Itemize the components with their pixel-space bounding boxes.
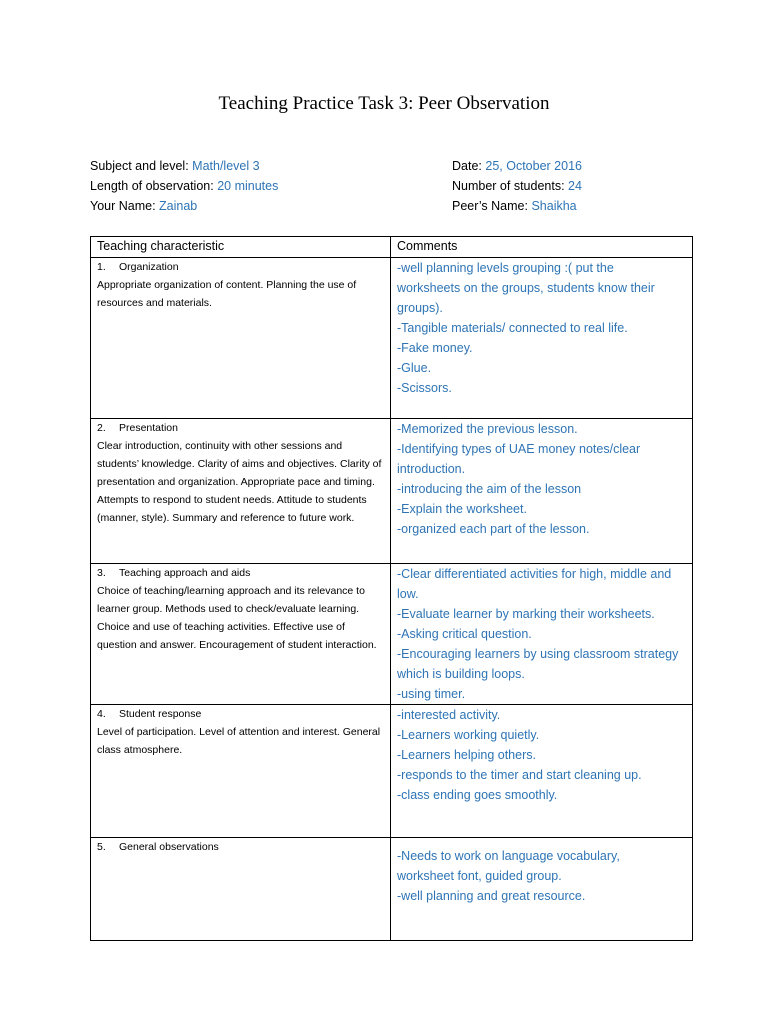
comment-line: -well planning and great resource. — [397, 889, 586, 903]
comments-header: Comments — [391, 237, 693, 258]
comment-line: which is building loops. — [397, 667, 525, 681]
characteristic-title: Student response — [119, 708, 202, 720]
comments-cell — [391, 705, 693, 838]
table-header-row — [91, 237, 693, 258]
peer-name-value: Shaikha — [531, 199, 577, 213]
comment-line: -Encouraging learners by using classroom strategy — [397, 647, 679, 661]
characteristic-cell — [91, 564, 391, 705]
peer-name-line — [452, 196, 582, 216]
characteristic-description: Appropriate organization of content. Planning the use of resources and materials. — [97, 279, 357, 309]
comment-line: -Evaluate learner by marking their worksheets. — [397, 607, 655, 621]
your-name-value: Zainab — [159, 199, 198, 213]
comment-line: -Identifying types of UAE money notes/clear — [397, 442, 641, 456]
comment-line: -interested activity. — [397, 708, 501, 722]
characteristic-description: Level of participation. Level of attention and interest. General class atmosphere. — [97, 726, 381, 756]
item-number: 1. — [97, 261, 106, 273]
document-title: Teaching Practice Task 3: Peer Observation — [218, 93, 550, 114]
comment-line: -class ending goes smoothly. — [397, 788, 558, 802]
table-row — [91, 838, 693, 941]
comment-line: worksheets on the groups, students know their — [397, 281, 655, 295]
item-number: 4. — [97, 708, 106, 720]
comments-cell — [391, 419, 693, 564]
item-number: 2. — [97, 422, 106, 434]
characteristic-cell — [91, 419, 391, 564]
characteristic-title: General observations — [119, 841, 219, 853]
date-value: 25, October 2016 — [485, 159, 582, 173]
comments-cell — [391, 838, 693, 941]
characteristic-title: Teaching approach and aids — [119, 567, 251, 579]
comment-line: introduction. — [397, 462, 466, 476]
your-name-label: Your Name: — [90, 199, 156, 213]
comment-line: -using timer. — [397, 687, 466, 701]
characteristic-cell — [91, 258, 391, 419]
date-label: Date: — [452, 159, 482, 173]
characteristic-description: Choice of teaching/learning approach and its relevance to learner group. Methods used to check/evaluate learning. Choice and use of teaching activities. Effective use of question and answer. Encouragement of student interaction. — [97, 585, 377, 651]
table-row — [91, 419, 693, 564]
teaching-characteristic-header: Teaching characteristic — [91, 237, 391, 258]
characteristic-heading — [97, 705, 384, 723]
peer-name-label: Peer’s Name: — [452, 199, 528, 213]
comment-line: -Learners working quietly. — [397, 728, 540, 742]
length-label: Length of observation: — [90, 179, 214, 193]
comment-line: -Asking critical question. — [397, 627, 532, 641]
comment-line: low. — [397, 587, 419, 601]
students-value: 24 — [568, 179, 582, 193]
date-line — [452, 156, 582, 176]
comment-line: -Memorized the previous lesson. — [397, 422, 578, 436]
comment-line: -Needs to work on language vocabulary, — [397, 849, 620, 863]
comment-line: -Glue. — [397, 361, 432, 375]
your-name-line — [90, 196, 278, 216]
characteristic-cell — [91, 838, 391, 941]
comments-cell — [391, 564, 693, 705]
observation-info-right — [452, 156, 582, 216]
table-row — [91, 258, 693, 419]
length-line — [90, 176, 278, 196]
characteristic-description: Clear introduction, continuity with other sessions and students’ knowledge. Clarity of aims and objectives. Clarity of presentation and organization. Appropriate pace and timing. Attempts to respond to student needs. Attitude to students (manner, style). Summary and reference to future work. — [97, 440, 382, 524]
characteristic-title: Organization — [119, 261, 179, 273]
comment-line: -Scissors. — [397, 381, 452, 395]
comment-line: -responds to the timer and start cleaning up. — [397, 768, 642, 782]
characteristic-heading — [97, 564, 384, 582]
characteristic-heading — [97, 258, 384, 276]
observation-info-left — [90, 156, 278, 216]
comment-line: -well planning levels grouping :( put the — [397, 261, 614, 275]
item-number: 3. — [97, 567, 106, 579]
table-row — [91, 564, 693, 705]
subject-value: Math/level 3 — [192, 159, 260, 173]
characteristic-heading — [97, 838, 384, 856]
comment-line: -Tangible materials/ connected to real life. — [397, 321, 628, 335]
subject-level-line — [90, 156, 278, 176]
table-row — [91, 705, 693, 838]
comment-line: -Learners helping others. — [397, 748, 536, 762]
comment-line: -organized each part of the lesson. — [397, 522, 590, 536]
comment-line: -introducing the aim of the lesson — [397, 482, 582, 496]
students-label: Number of students: — [452, 179, 565, 193]
comment-line: -Explain the worksheet. — [397, 502, 527, 516]
comment-line: -Fake money. — [397, 341, 473, 355]
comment-line: worksheet font, guided group. — [397, 869, 562, 883]
comments-cell — [391, 258, 693, 419]
item-number: 5. — [97, 841, 106, 853]
comment-line: -Clear differentiated activities for high, middle and — [397, 567, 672, 581]
length-value: 20 minutes — [217, 179, 279, 193]
subject-label: Subject and level: — [90, 159, 189, 173]
characteristic-heading — [97, 419, 384, 437]
comment-line: groups). — [397, 301, 443, 315]
characteristic-title: Presentation — [119, 422, 178, 434]
characteristic-cell — [91, 705, 391, 838]
students-line — [452, 176, 582, 196]
observation-table — [90, 236, 693, 941]
